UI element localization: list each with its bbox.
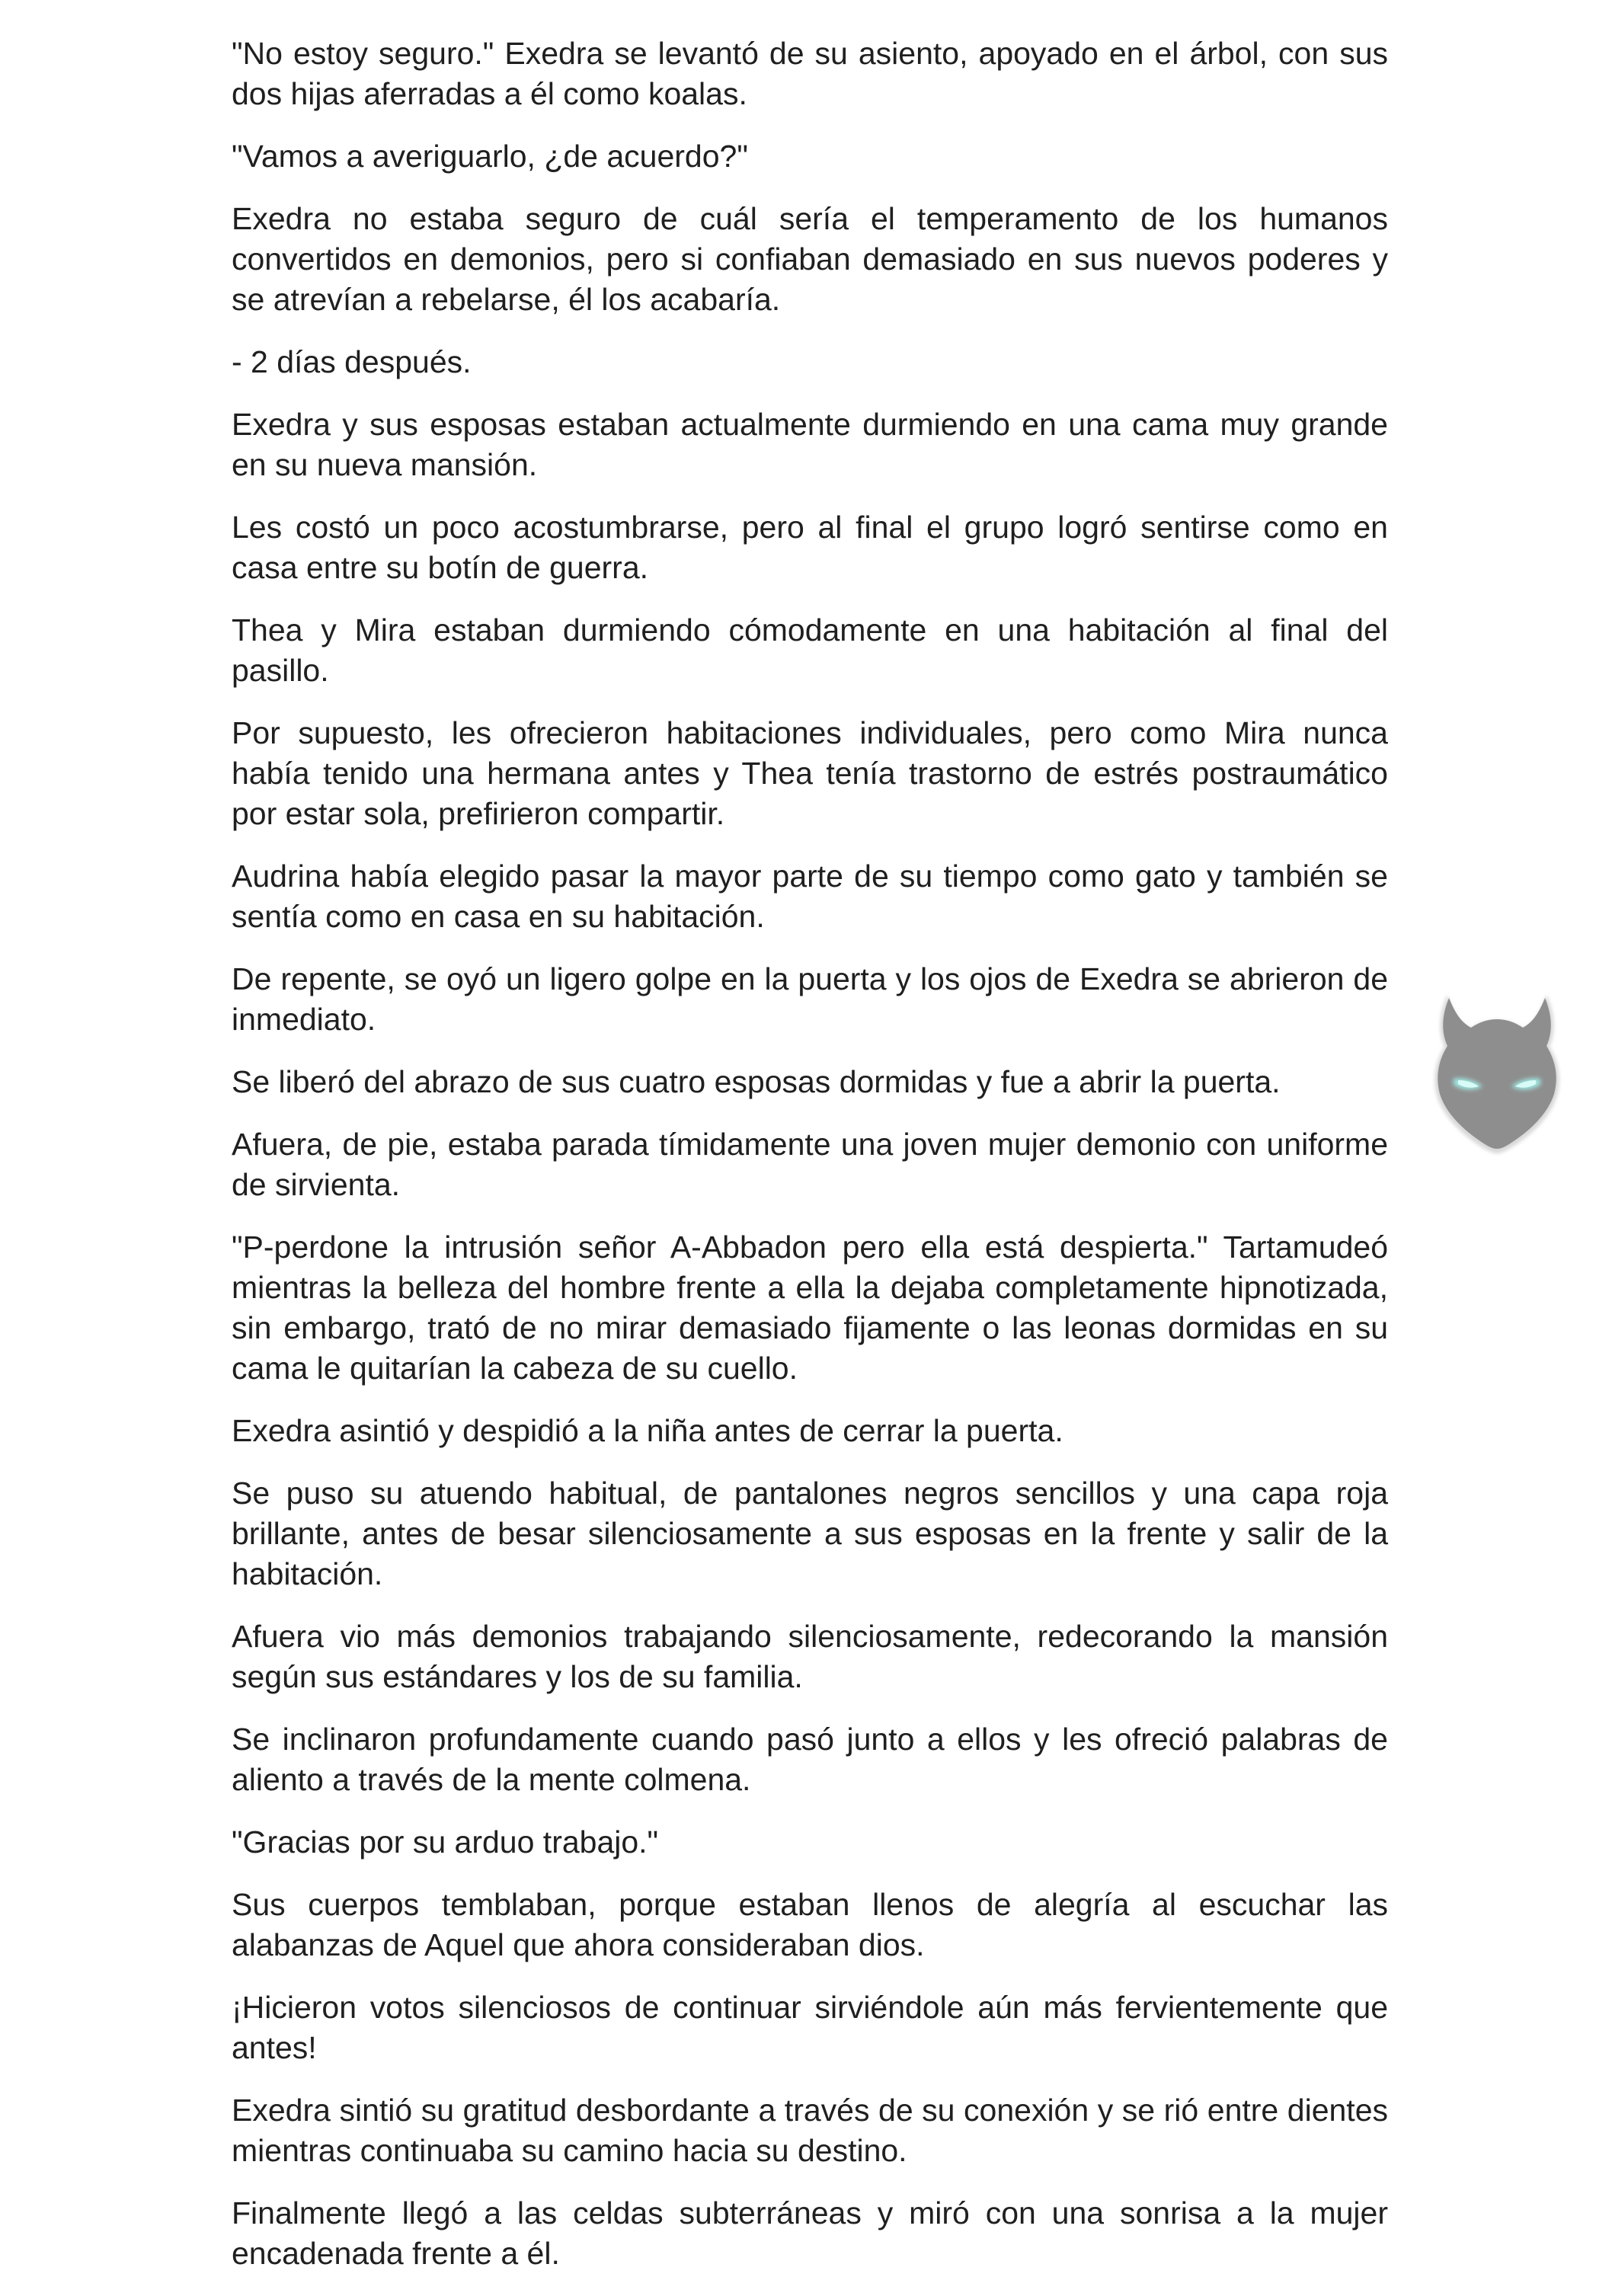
paragraph: Afuera vio más demonios trabajando silenciosamente, redecorando la mansión según sus estándares y los de su familia. [232,1619,1388,1694]
demon-head-watermark [1425,989,1569,1156]
paragraph: Thea y Mira estaban durmiendo cómodamente en una habitación al final del pasillo. [232,612,1388,688]
paragraph: Se puso su atuendo habitual, de pantalones negros sencillos y una capa roja brillante, antes de besar silenciosamente a sus esposas en la frente y salir de la habitación. [232,1476,1388,1591]
paragraph: "Vamos a averiguarlo, ¿de acuerdo?" [232,139,748,174]
paragraph: Exedra asintió y despidió a la niña antes de cerrar la puerta. [232,1413,1063,1448]
paragraph: Exedra no estaba seguro de cuál sería el temperamento de los humanos convertidos en demonios, pero si confiaban demasiado en sus nuevos poderes y se atrevían a rebelarse, él los acabaría. [232,201,1388,317]
paragraph: ¡Hicieron votos silenciosos de continuar sirviéndole aún más fervientemente que antes! [232,1990,1388,2065]
demon-head-icon [1425,989,1569,1156]
paragraph: Audrina había elegido pasar la mayor parte de su tiempo como gato y también se sentía como en casa en su habitación. [232,859,1388,934]
paragraph: Afuera, de pie, estaba parada tímidamente una joven mujer demonio con uniforme de sirvienta. [232,1127,1388,1202]
paragraph: Por supuesto, les ofrecieron habitaciones individuales, pero como Mira nunca había tenido una hermana antes y Thea tenía trastorno de estrés postraumático por estar sola, prefirieron compartir. [232,715,1388,831]
paragraph: Se liberó del abrazo de sus cuatro esposas dormidas y fue a abrir la puerta. [232,1064,1281,1099]
paragraph: De repente, se oyó un ligero golpe en la puerta y los ojos de Exedra se abrieron de inmediato. [232,961,1388,1037]
paragraph: Finalmente llegó a las celdas subterráneas y miró con una sonrisa a la mujer encadenada frente a él. [232,2195,1388,2271]
paragraph: Sus cuerpos temblaban, porque estaban llenos de alegría al escuchar las alabanzas de Aquel que ahora consideraban dios. [232,1887,1388,1962]
paragraph: "Gracias por su arduo trabajo." [232,1824,659,1860]
paragraph: Se inclinaron profundamente cuando pasó junto a ellos y les ofreció palabras de aliento a través de la mente colmena. [232,1722,1388,1797]
paragraph: "No estoy seguro." Exedra se levantó de su asiento, apoyado en el árbol, con sus dos hijas aferradas a él como koalas. [232,36,1388,111]
paragraph: - 2 días después. [232,344,472,379]
paragraph: "P-perdone la intrusión señor A-Abbadon pero ella está despierta." Tartamudeó mientras la belleza del hombre frente a ella la dejaba completamente hipnotizada, sin embargo, trató de no mirar demasiado fijamente o las leonas dormidas en su cama le quitarían la cabeza de su cuello. [232,1230,1388,1386]
paragraph: Exedra sintió su gratitud desbordante a través de su conexión y se rió entre dientes mientras continuaba su camino hacia su destino. [232,2093,1388,2168]
paragraph: Exedra y sus esposas estaban actualmente durmiendo en una cama muy grande en su nueva mansión. [232,407,1388,482]
paragraph: Les costó un poco acostumbrarse, pero al final el grupo logró sentirse como en casa entre su botín de guerra. [232,510,1388,585]
text-column [232,34,1388,2296]
